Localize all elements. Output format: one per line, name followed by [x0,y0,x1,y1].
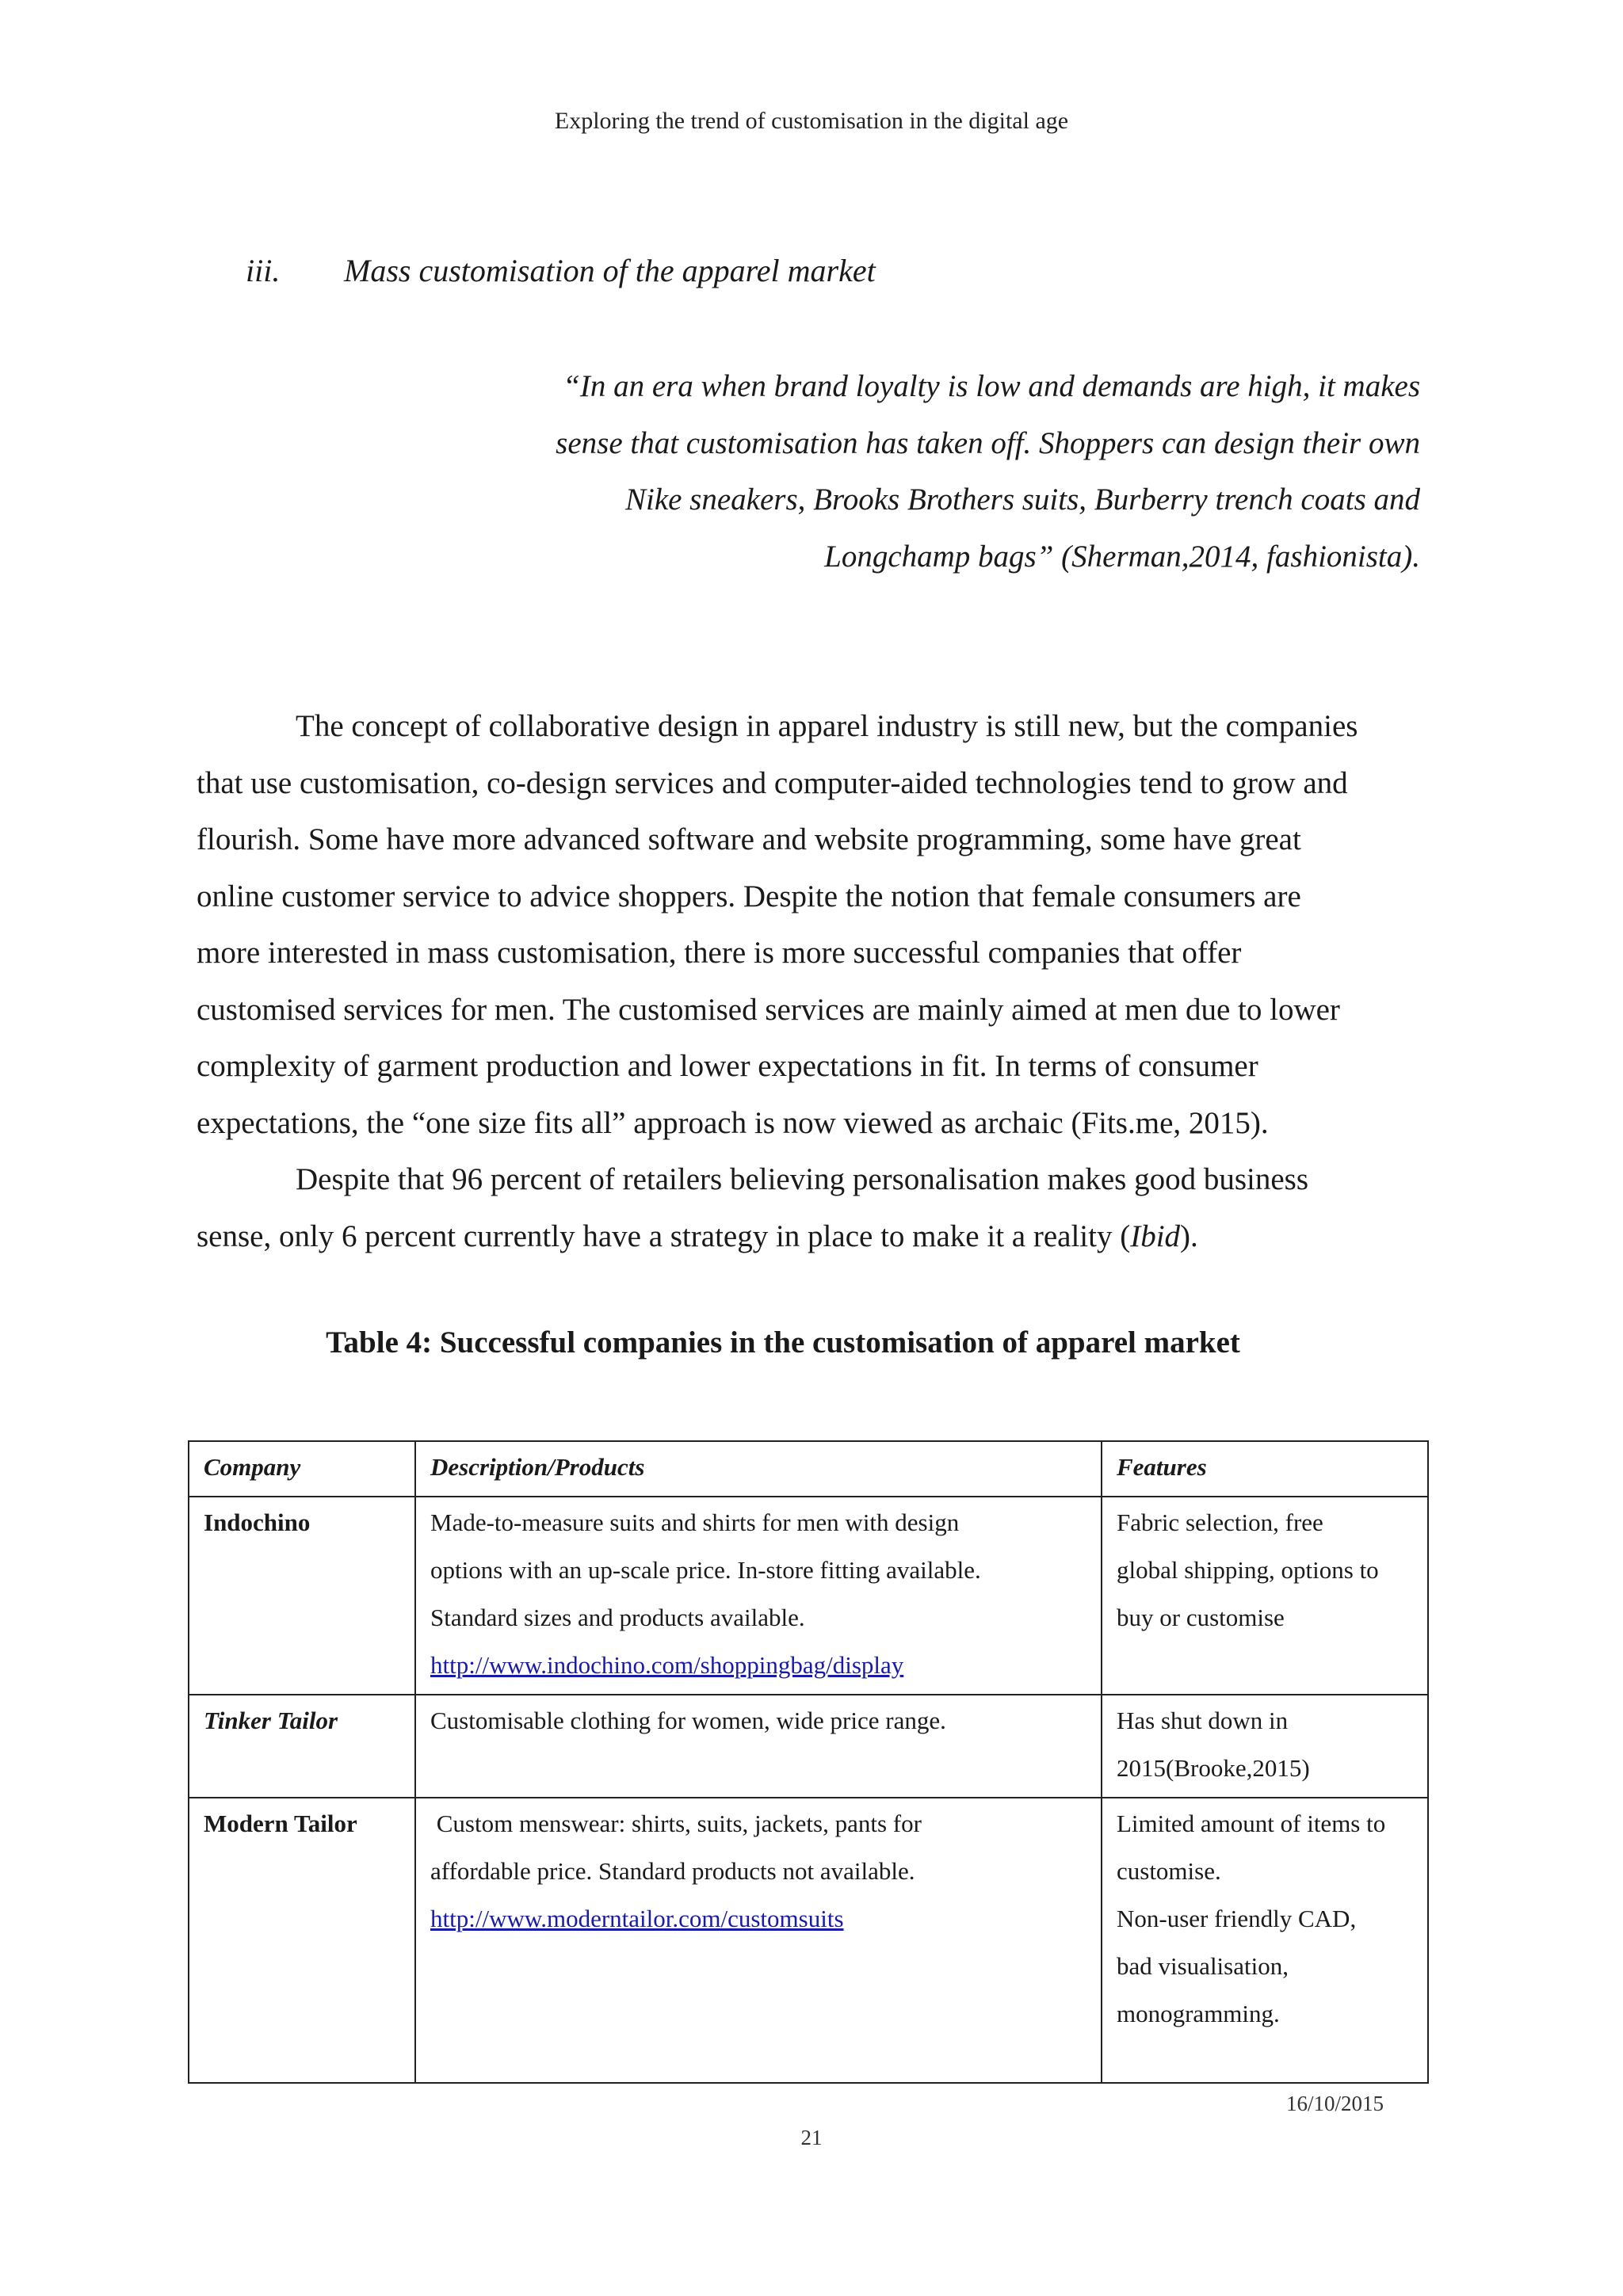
quote-line: “In an era when brand loyalty is low and demands are high, it makes [563,369,1420,403]
feature-line: customise. [1117,1857,1221,1885]
company-link[interactable]: http://www.indochino.com/shoppingbag/display [430,1651,904,1679]
feature-line: Has shut down in [1117,1707,1289,1734]
description-cell [415,1798,1102,2083]
feature-line: global shipping, options to [1117,1556,1379,1584]
quote-line: sense that customisation has taken off. Shoppers can design their own [556,425,1420,460]
paragraph-line: customised services for men. The customised services are mainly aimed at men due to lower [197,992,1340,1027]
quote-line: Longchamp bags” (Sherman,2014, fashionista). [824,539,1420,574]
citation-ibid: Ibid [1130,1219,1181,1253]
paragraph-line: Despite that 96 percent of retailers believing personalisation makes good business [296,1162,1308,1196]
paragraph-line: flourish. Some have more advanced software and website programming, some have great [197,822,1301,856]
page-number: 21 [800,2126,823,2149]
table-caption: Table 4: Successful companies in the customisation of apparel market [326,1325,1240,1360]
section-heading [246,252,876,289]
description-line: Made-to-measure suits and shirts for men with design [430,1508,960,1536]
feature-line: 2015(Brooke,2015) [1117,1754,1310,1782]
feature-line: bad visualisation, [1117,1952,1289,1980]
header-features: Features [1102,1441,1428,1497]
footer-date: 16/10/2015 [1285,2092,1384,2115]
block-quote [444,358,1420,585]
header-description: Description/Products [415,1441,1102,1497]
table-header-row [189,1441,1428,1497]
paragraph-line: online customer service to advice shoppers. Despite the notion that female consumers are [197,879,1301,913]
company-link[interactable]: http://www.moderntailor.com/customsuits [430,1905,844,1932]
company-cell [189,1798,415,2083]
features-cell [1102,1695,1428,1798]
description-line: options with an up-scale price. In-store fitting available. [430,1556,981,1584]
description-cell [415,1695,1102,1798]
company-cell [189,1695,415,1798]
description-line: affordable price. Standard products not available. [430,1857,915,1885]
paragraph-line: that use customisation, co-design services and computer-aided technologies tend to grow and [197,765,1348,800]
company-name: Indochino [204,1508,311,1536]
description-line: Customisable clothing for women, wide price range. [430,1707,946,1734]
section-number: iii. [246,253,281,288]
section-title: Mass customisation of the apparel market [344,253,876,288]
paragraph-line: expectations, the “one size fits all” approach is now viewed as archaic (Fits.me, 2015). [197,1105,1269,1140]
body-text [197,698,1430,1264]
feature-line: Non-user friendly CAD, [1117,1905,1357,1932]
table-row [189,1695,1428,1798]
table-row [189,1798,1428,2083]
paragraph-text: sense, only 6 percent currently have a strategy in place to make it a reality ( [197,1219,1131,1253]
companies-table [188,1440,1429,2084]
company-name: Modern Tailor [204,1810,357,1837]
paragraph-line: The concept of collaborative design in apparel industry is still new, but the companies [296,709,1358,743]
table-row [189,1497,1428,1695]
features-cell [1102,1798,1428,2083]
feature-line: buy or customise [1117,1604,1285,1631]
paragraph-line: more interested in mass customisation, there is more successful companies that offer [197,936,1242,970]
header-company: Company [189,1441,415,1497]
description-line: Custom menswear: shirts, suits, jackets, pants for [430,1810,922,1837]
quote-line: Nike sneakers, Brooks Brothers suits, Burberry trench coats and [624,482,1420,517]
description-line: Standard sizes and products available. [430,1604,805,1631]
company-cell [189,1497,415,1695]
feature-line: Fabric selection, free [1117,1508,1323,1536]
paragraph-line: complexity of garment production and lower expectations in fit. In terms of consumer [197,1049,1258,1083]
paragraph-text: ). [1180,1219,1198,1253]
feature-line: Limited amount of items to [1117,1810,1386,1837]
paragraph-line [197,1208,1430,1265]
features-cell [1102,1497,1428,1695]
description-cell [415,1497,1102,1695]
feature-line: monogramming. [1117,2000,1280,2027]
company-name: Tinker Tailor [204,1707,338,1734]
running-header: Exploring the trend of customisation in the digital age [554,108,1069,134]
